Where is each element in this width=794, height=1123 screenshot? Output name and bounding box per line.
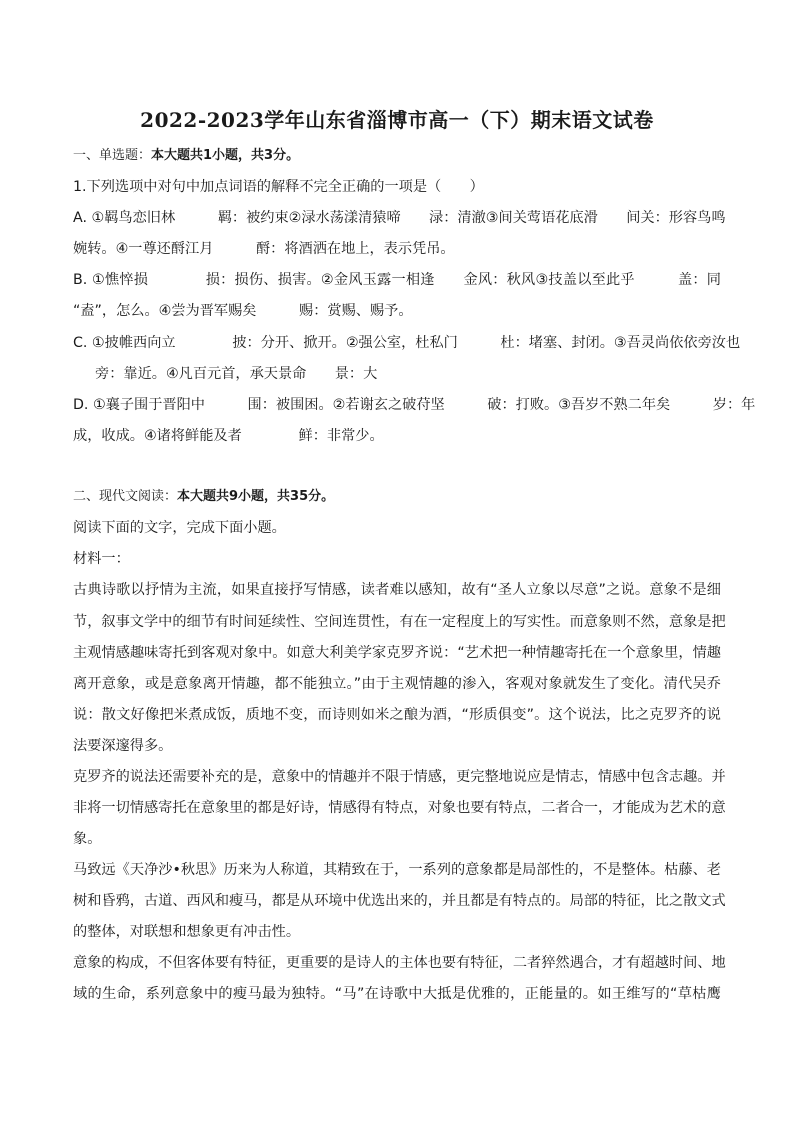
option-a-line-2: 婉转。④一尊还酹江月 酹：将酒洒在地上，表示凭吊。 [73,241,455,257]
option-d-line-2: 成，收成。④诸将鲜能及者 鲜：非常少。 [73,428,384,444]
passage-line: 非将一切情感寄托在意象里的都是好诗，情感得有特点，对象也要有特点，二者合一，才能成为艺术的意 [73,800,726,816]
option-d-line-1: D. ①襄子围于晋阳中 围：被围困。②若谢玄之破苻坚 破：打败。③吾岁不熟二年矣 岁：年 [73,397,756,413]
option-b-line-1: B. ①憔悴损 损：损伤、损害。②金风玉露一相逢 金风：秋风③技盖以至此乎 盖：同 [73,272,721,288]
section-label: 二、现代文阅读： [73,489,178,504]
passage-line: 克罗齐的说法还需要补充的是，意象中的情趣并不限于情感，更完整地说应是情志，情感中包含志趣。并 [73,769,726,785]
reading-instruction: 阅读下面的文字，完成下面小题。 [73,520,286,536]
section-note: 本大题共1小题，共3分。 [151,148,300,163]
passage-line: 马致远《天净沙•秋思》历来为人称道，其精致在于，一系列的意象都是局部性的，不是整体。枯藤、老 [73,862,721,878]
section-label: 一、单选题： [73,148,152,163]
passage-line: 主观情感趣味寄托到客观对象中。如意大利美学家克罗齐说：“艺术把一种情趣寄托在一个意象里，情趣 [73,645,721,661]
option-a-line-1: A. ①羁鸟恋旧林 羁：被约束②渌水荡漾清猿啼 渌：清澈③间关莺语花底滑 间关：形容鸟鸣 [73,210,726,226]
passage-line: 域的生命，系列意象中的瘦马最为独特。“马”在诗歌中大抵是优雅的，正能量的。如王维写的“草枯鹰 [73,986,721,1002]
section-heading-reading [73,487,721,507]
section-heading-single-choice [73,146,721,166]
page-title: 2022-2023学年山东省淄博市高一（下）期末语文试卷 [140,108,654,132]
section-note: 本大题共9小题，共35分。 [177,489,335,504]
material-label: 材料一： [73,551,130,567]
passage-line: 法要深邃得多。 [73,738,173,754]
passage-line: 象。 [73,831,102,847]
passage-line: 古典诗歌以抒情为主流，如果直接抒写情感，读者难以感知，故有“圣人立象以尽意”之说。意象不是细 [73,582,721,598]
passage-line: 说：散文好像把米煮成饭，质地不变，而诗则如米之酿为酒，“形质俱变”。这个说法，比之克罗齐的说 [73,707,721,723]
passage-line: 离开意象，或是意象离开情趣，都不能独立。”由于主观情趣的渗入，客观对象就发生了变化。清代吴乔 [73,676,721,692]
passage-line: 节，叙事文学中的细节有时间延续性、空间连贯性，有在一定程度上的写实性。而意象则不然，意象是把 [73,614,726,630]
passage-line: 的整体，对联想和想象更有冲击性。 [73,924,301,940]
question-stem: 1.下列选项中对句中加点词语的解释不完全正确的一项是（ ） [73,179,484,195]
option-b-line-2: “盍”，怎么。④尝为晋军赐矣 赐：赏赐、赐予。 [73,303,413,319]
option-c-line-2: 旁：靠近。④凡百元首，承天景命 景：大 [95,366,378,382]
passage-line: 树和昏鸦，古道、西风和瘦马，都是从环境中优选出来的，并且都是有特点的。局部的特征，比之散文式 [73,893,726,909]
option-c-line-1: C. ①披帷西向立 披：分开、掀开。②强公室，杜私门 杜：堵塞、封闭。③吾灵尚依依旁汝也 [73,335,741,351]
passage-line: 意象的构成，不但客体要有特征，更重要的是诗人的主体也要有特征，二者猝然遇合，才有超越时间、地 [73,955,726,971]
